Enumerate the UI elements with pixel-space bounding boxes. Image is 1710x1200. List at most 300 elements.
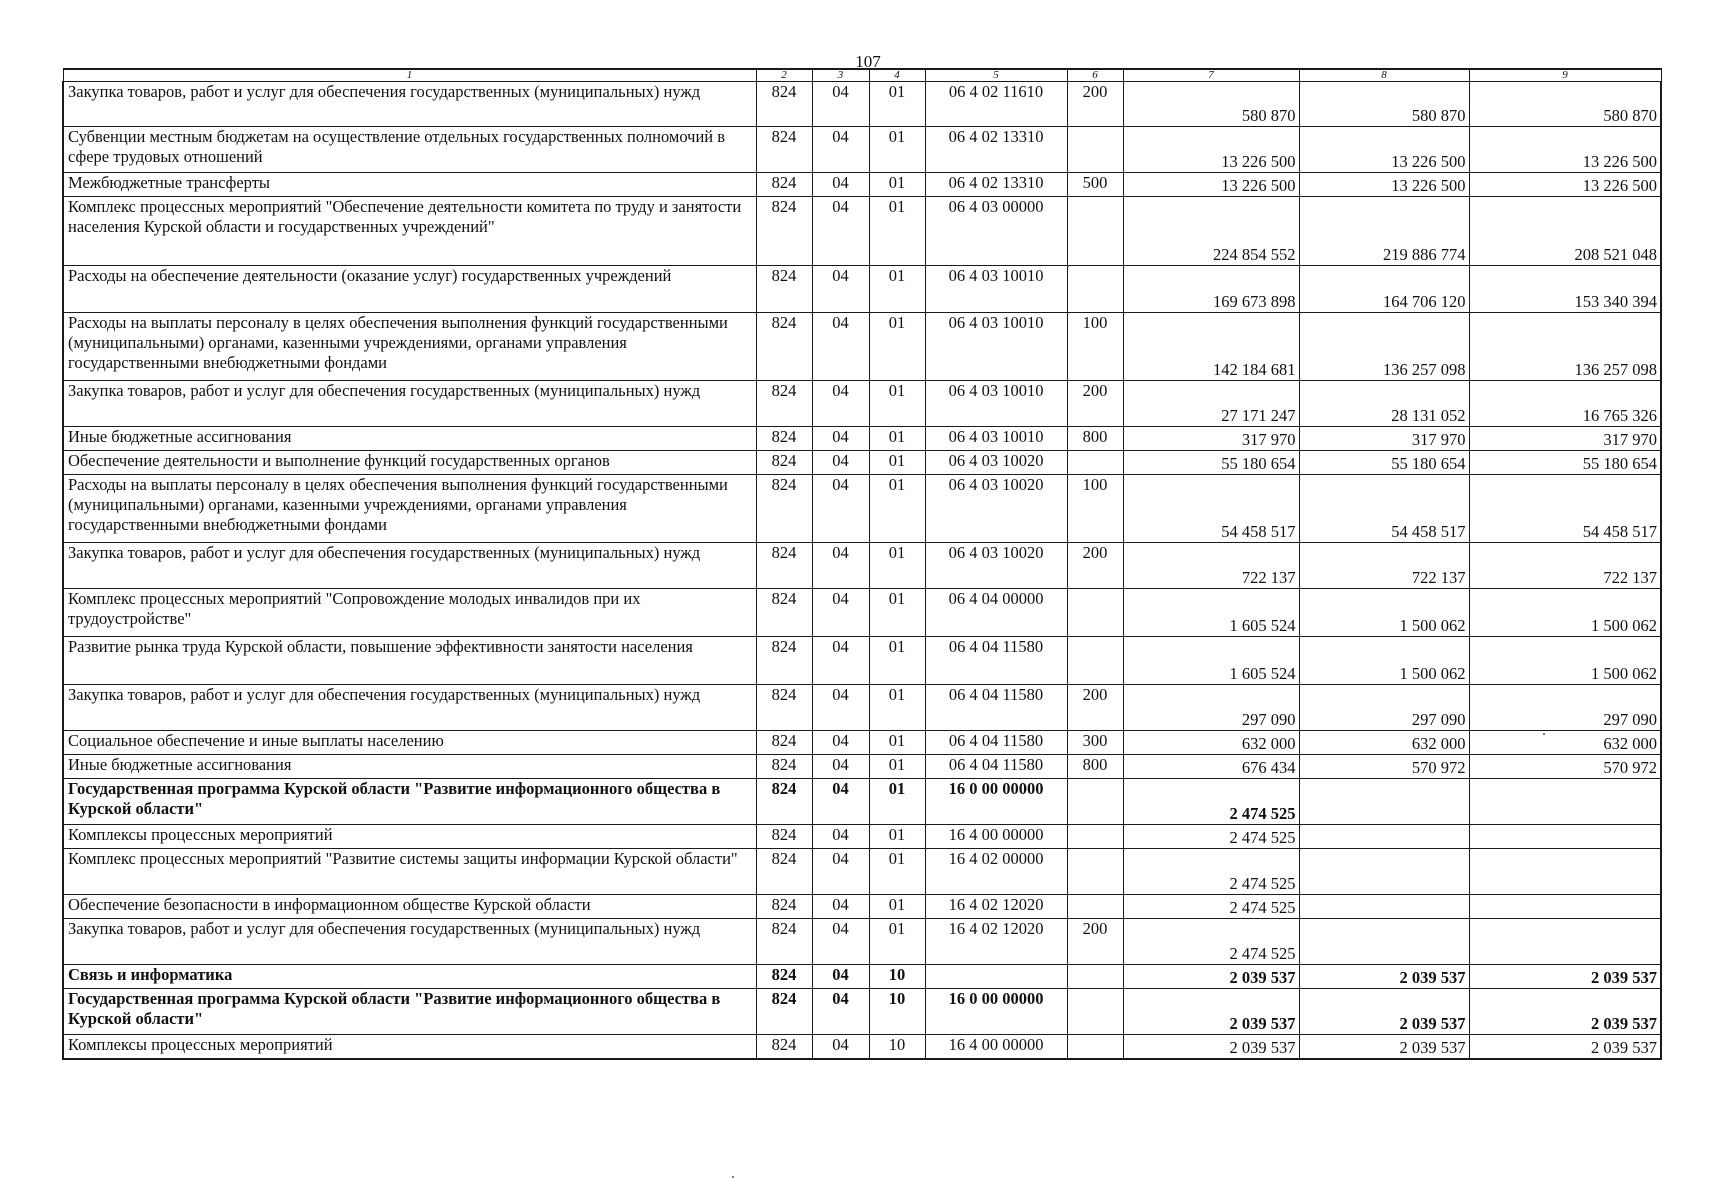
row-amount-col7 [1123, 779, 1299, 825]
row-amount-col7-value: 27 171 247 [1221, 406, 1296, 425]
row-amount-col7 [1123, 381, 1299, 427]
table-row [63, 1035, 1661, 1059]
row-ved-code: 824 [756, 989, 812, 1035]
row-amount-col9 [1469, 779, 1661, 825]
row-expense-type: 500 [1067, 173, 1123, 197]
row-subsection-code: 01 [869, 381, 925, 427]
scan-speck [1543, 733, 1545, 735]
row-subsection-code: 01 [869, 451, 925, 475]
table-row [63, 989, 1661, 1035]
row-section-code: 04 [812, 1035, 869, 1059]
row-ved-code: 824 [756, 919, 812, 965]
row-target-article: 16 4 02 12020 [925, 895, 1067, 919]
row-amount-col7 [1123, 127, 1299, 173]
row-amount-col7 [1123, 895, 1299, 919]
row-amount-col8 [1299, 919, 1469, 965]
row-amount-col8 [1299, 543, 1469, 589]
row-ved-code: 824 [756, 637, 812, 685]
row-section-code: 04 [812, 451, 869, 475]
row-name: Комплекс процессных мероприятий "Развитие системы защиты информации Курской области" [63, 849, 756, 895]
row-section-code: 04 [812, 266, 869, 313]
row-expense-type: 300 [1067, 731, 1123, 755]
row-subsection-code: 01 [869, 543, 925, 589]
row-amount-col9-value: 13 226 500 [1582, 152, 1657, 171]
row-amount-col9 [1469, 849, 1661, 895]
row-amount-col8 [1299, 82, 1469, 127]
row-subsection-code: 01 [869, 637, 925, 685]
row-section-code: 04 [812, 685, 869, 731]
row-amount-col9-value: 2 039 537 [1591, 968, 1657, 987]
row-section-code: 04 [812, 589, 869, 637]
row-expense-type: 200 [1067, 381, 1123, 427]
row-amount-col8-value: 13 226 500 [1391, 152, 1466, 171]
row-expense-type: 800 [1067, 427, 1123, 451]
row-amount-col7-value: 297 090 [1241, 710, 1296, 729]
row-amount-col7 [1123, 965, 1299, 989]
row-amount-col8 [1299, 1035, 1469, 1059]
row-amount-col9-value: 13 226 500 [1582, 176, 1657, 195]
row-expense-type: 800 [1067, 755, 1123, 779]
row-amount-col9-value: 208 521 048 [1574, 245, 1657, 264]
row-amount-col9 [1469, 427, 1661, 451]
row-section-code: 04 [812, 825, 869, 849]
table-row [63, 173, 1661, 197]
table-row [63, 451, 1661, 475]
row-target-article: 06 4 02 11610 [925, 82, 1067, 127]
table-row [63, 755, 1661, 779]
row-amount-col8 [1299, 427, 1469, 451]
row-expense-type: 100 [1067, 475, 1123, 543]
row-amount-col9-value: 136 257 098 [1574, 360, 1657, 379]
row-amount-col7-value: 676 434 [1241, 758, 1296, 777]
row-target-article: 06 4 03 10010 [925, 427, 1067, 451]
row-amount-col8-value: 55 180 654 [1391, 454, 1466, 473]
row-subsection-code: 01 [869, 427, 925, 451]
row-amount-col9 [1469, 475, 1661, 543]
row-amount-col7 [1123, 82, 1299, 127]
table-row [63, 82, 1661, 127]
row-amount-col8 [1299, 895, 1469, 919]
row-name: Обеспечение безопасности в информационном обществе Курской области [63, 895, 756, 919]
row-amount-col8 [1299, 637, 1469, 685]
row-amount-col7 [1123, 173, 1299, 197]
row-amount-col8-value: 297 090 [1411, 710, 1466, 729]
row-ved-code: 824 [756, 451, 812, 475]
column-number: 3 [812, 69, 869, 82]
row-name: Субвенции местным бюджетам на осуществление отдельных государственных полномочий в сфере трудовых отношений [63, 127, 756, 173]
table-row [63, 381, 1661, 427]
row-amount-col7-value: 2 039 537 [1229, 1037, 1296, 1057]
row-subsection-code: 10 [869, 1035, 925, 1059]
row-expense-type [1067, 451, 1123, 475]
row-section-code: 04 [812, 543, 869, 589]
row-subsection-code: 01 [869, 266, 925, 313]
row-target-article: 06 4 03 10020 [925, 451, 1067, 475]
row-name: Межбюджетные трансферты [63, 173, 756, 197]
row-ved-code: 824 [756, 427, 812, 451]
row-target-article: 06 4 02 13310 [925, 127, 1067, 173]
row-section-code: 04 [812, 197, 869, 266]
row-amount-col7-value: 2 474 525 [1229, 944, 1296, 963]
row-amount-col7-value: 2 474 525 [1229, 804, 1296, 823]
row-amount-col8 [1299, 589, 1469, 637]
column-number: 5 [925, 69, 1067, 82]
row-target-article: 06 4 04 11580 [925, 755, 1067, 779]
row-section-code: 04 [812, 779, 869, 825]
row-amount-col7 [1123, 475, 1299, 543]
row-amount-col9 [1469, 965, 1661, 989]
row-amount-col8 [1299, 313, 1469, 381]
row-section-code: 04 [812, 127, 869, 173]
row-amount-col8-value: 2 039 537 [1399, 1014, 1466, 1033]
row-amount-col8 [1299, 475, 1469, 543]
row-amount-col7-value: 142 184 681 [1213, 360, 1296, 379]
row-amount-col9-value: 1 500 062 [1591, 616, 1657, 635]
row-subsection-code: 01 [869, 127, 925, 173]
column-number: 9 [1469, 69, 1661, 82]
row-expense-type [1067, 779, 1123, 825]
row-expense-type [1067, 197, 1123, 266]
row-section-code: 04 [812, 731, 869, 755]
row-expense-type: 200 [1067, 919, 1123, 965]
row-name: Закупка товаров, работ и услуг для обеспечения государственных (муниципальных) нужд [63, 543, 756, 589]
row-subsection-code: 01 [869, 731, 925, 755]
row-amount-col9-value: 632 000 [1603, 734, 1657, 753]
table-row [63, 779, 1661, 825]
row-amount-col8-value: 722 137 [1411, 568, 1466, 587]
row-target-article [925, 965, 1067, 989]
row-target-article: 06 4 03 10010 [925, 313, 1067, 381]
page-number: 107 [855, 52, 881, 71]
column-number: 8 [1299, 69, 1469, 82]
row-section-code: 04 [812, 475, 869, 543]
row-target-article: 06 4 03 00000 [925, 197, 1067, 266]
row-subsection-code: 01 [869, 197, 925, 266]
row-target-article: 16 4 00 00000 [925, 1035, 1067, 1059]
row-amount-col8 [1299, 266, 1469, 313]
row-amount-col7-value: 2 474 525 [1229, 874, 1296, 893]
row-subsection-code: 01 [869, 589, 925, 637]
table-row [63, 849, 1661, 895]
table-row [63, 543, 1661, 589]
row-subsection-code: 10 [869, 989, 925, 1035]
row-amount-col8-value: 164 706 120 [1383, 292, 1466, 311]
row-target-article: 06 4 03 10020 [925, 475, 1067, 543]
row-amount-col9 [1469, 197, 1661, 266]
row-expense-type [1067, 825, 1123, 849]
row-amount-col9 [1469, 637, 1661, 685]
table-row [63, 965, 1661, 989]
row-amount-col8-value: 1 500 062 [1399, 616, 1466, 635]
row-subsection-code: 10 [869, 965, 925, 989]
row-amount-col9-value: 317 970 [1603, 430, 1657, 449]
row-name: Расходы на выплаты персоналу в целях обеспечения выполнения функций государственными (муниципальными) органами, казенными учреждениями, органами управления государственными внебюджетными фондами [63, 475, 756, 543]
row-subsection-code: 01 [869, 755, 925, 779]
table-row [63, 427, 1661, 451]
row-section-code: 04 [812, 313, 869, 381]
row-section-code: 04 [812, 895, 869, 919]
row-amount-col9-value: 16 765 326 [1582, 406, 1657, 425]
row-amount-col8 [1299, 779, 1469, 825]
row-expense-type [1067, 1035, 1123, 1059]
row-target-article: 06 4 03 10020 [925, 543, 1067, 589]
row-ved-code: 824 [756, 381, 812, 427]
budget-table [62, 68, 1662, 1060]
row-name: Закупка товаров, работ и услуг для обеспечения государственных (муниципальных) нужд [63, 381, 756, 427]
row-amount-col8-value: 13 226 500 [1391, 176, 1466, 195]
row-amount-col9 [1469, 755, 1661, 779]
row-name: Расходы на выплаты персоналу в целях обеспечения выполнения функций государственными (муниципальными) органами, казенными учреждениями, органами управления государственными внебюджетными фондами [63, 313, 756, 381]
row-section-code: 04 [812, 965, 869, 989]
table-row [63, 127, 1661, 173]
row-amount-col9-value: 722 137 [1603, 568, 1657, 587]
row-amount-col7-value: 632 000 [1241, 734, 1296, 753]
row-section-code: 04 [812, 989, 869, 1035]
row-amount-col9 [1469, 381, 1661, 427]
row-target-article: 06 4 04 11580 [925, 685, 1067, 731]
row-section-code: 04 [812, 381, 869, 427]
row-amount-col9-value: 580 870 [1603, 106, 1657, 125]
row-amount-col8 [1299, 825, 1469, 849]
row-ved-code: 824 [756, 197, 812, 266]
row-amount-col9 [1469, 919, 1661, 965]
row-amount-col7-value: 13 226 500 [1221, 152, 1296, 171]
row-amount-col9 [1469, 266, 1661, 313]
row-ved-code: 824 [756, 127, 812, 173]
row-ved-code: 824 [756, 475, 812, 543]
row-amount-col7-value: 2 474 525 [1229, 898, 1296, 917]
row-amount-col7 [1123, 989, 1299, 1035]
row-amount-col9 [1469, 313, 1661, 381]
table-row [63, 313, 1661, 381]
row-ved-code: 824 [756, 849, 812, 895]
row-section-code: 04 [812, 82, 869, 127]
row-amount-col9 [1469, 1035, 1661, 1059]
row-amount-col7-value: 580 870 [1241, 106, 1296, 125]
row-amount-col8 [1299, 731, 1469, 755]
row-name: Закупка товаров, работ и услуг для обеспечения государственных (муниципальных) нужд [63, 685, 756, 731]
table-row [63, 919, 1661, 965]
row-amount-col9-value: 2 039 537 [1591, 1014, 1657, 1033]
row-ved-code: 824 [756, 543, 812, 589]
row-amount-col7 [1123, 197, 1299, 266]
table-row [63, 731, 1661, 755]
column-number: 2 [756, 69, 812, 82]
row-expense-type [1067, 637, 1123, 685]
row-target-article: 16 0 00 00000 [925, 779, 1067, 825]
row-target-article: 06 4 02 13310 [925, 173, 1067, 197]
row-ved-code: 824 [756, 82, 812, 127]
row-target-article: 16 4 02 00000 [925, 849, 1067, 895]
table-row [63, 637, 1661, 685]
row-target-article: 16 4 02 12020 [925, 919, 1067, 965]
row-amount-col8-value: 317 970 [1411, 430, 1466, 449]
row-amount-col8-value: 580 870 [1411, 106, 1466, 125]
row-name: Иные бюджетные ассигнования [63, 755, 756, 779]
row-amount-col7 [1123, 755, 1299, 779]
row-name: Развитие рынка труда Курской области, повышение эффективности занятости населения [63, 637, 756, 685]
row-subsection-code: 01 [869, 475, 925, 543]
row-name: Обеспечение деятельности и выполнение функций государственных органов [63, 451, 756, 475]
row-ved-code: 824 [756, 589, 812, 637]
table-row [63, 266, 1661, 313]
budget-table-body [63, 69, 1661, 1059]
row-amount-col7-value: 55 180 654 [1221, 454, 1296, 473]
row-expense-type: 200 [1067, 543, 1123, 589]
row-section-code: 04 [812, 427, 869, 451]
row-name: Комплекс процессных мероприятий "Сопровождение молодых инвалидов при их трудоустройстве" [63, 589, 756, 637]
row-section-code: 04 [812, 919, 869, 965]
row-ved-code: 824 [756, 825, 812, 849]
row-amount-col8 [1299, 755, 1469, 779]
table-row [63, 825, 1661, 849]
row-amount-col9 [1469, 825, 1661, 849]
row-ved-code: 824 [756, 685, 812, 731]
column-number: 7 [1123, 69, 1299, 82]
row-amount-col7 [1123, 685, 1299, 731]
row-ved-code: 824 [756, 895, 812, 919]
scan-speck [1067, 265, 1069, 267]
scan-speck [732, 1176, 734, 1178]
row-name: Расходы на обеспечение деятельности (оказание услуг) государственных учреждений [63, 266, 756, 313]
row-section-code: 04 [812, 849, 869, 895]
row-amount-col7-value: 2 039 537 [1229, 968, 1296, 987]
row-amount-col7 [1123, 451, 1299, 475]
row-amount-col9-value: 55 180 654 [1582, 454, 1657, 473]
row-amount-col7 [1123, 1035, 1299, 1059]
row-amount-col7-value: 1 605 524 [1229, 664, 1296, 683]
row-expense-type [1067, 989, 1123, 1035]
row-amount-col9 [1469, 451, 1661, 475]
row-subsection-code: 01 [869, 685, 925, 731]
row-amount-col7-value: 54 458 517 [1221, 522, 1296, 541]
row-amount-col8-value: 28 131 052 [1391, 406, 1466, 425]
row-amount-col8 [1299, 685, 1469, 731]
row-target-article: 06 4 04 00000 [925, 589, 1067, 637]
row-amount-col9 [1469, 589, 1661, 637]
row-subsection-code: 01 [869, 825, 925, 849]
row-ved-code: 824 [756, 266, 812, 313]
row-target-article: 06 4 04 11580 [925, 637, 1067, 685]
row-amount-col9-value: 54 458 517 [1582, 522, 1657, 541]
row-amount-col9-value: 153 340 394 [1574, 292, 1657, 311]
row-expense-type: 200 [1067, 82, 1123, 127]
table-row [63, 475, 1661, 543]
row-amount-col9 [1469, 895, 1661, 919]
row-amount-col8-value: 632 000 [1411, 734, 1466, 753]
row-amount-col7 [1123, 313, 1299, 381]
row-amount-col7-value: 2 039 537 [1229, 1014, 1296, 1033]
row-amount-col9 [1469, 685, 1661, 731]
row-name: Государственная программа Курской области "Развитие информационного общества в Курской области" [63, 779, 756, 825]
row-name: Комплекс процессных мероприятий "Обеспечение деятельности комитета по труду и занятости населения Курской области и государственных учреждений" [63, 197, 756, 266]
table-row [63, 685, 1661, 731]
row-subsection-code: 01 [869, 849, 925, 895]
row-amount-col8-value: 54 458 517 [1391, 522, 1466, 541]
row-amount-col8-value: 2 039 537 [1399, 968, 1466, 987]
row-target-article: 06 4 03 10010 [925, 266, 1067, 313]
table-row [63, 589, 1661, 637]
row-expense-type: 200 [1067, 685, 1123, 731]
row-subsection-code: 01 [869, 779, 925, 825]
row-name: Связь и информатика [63, 965, 756, 989]
row-subsection-code: 01 [869, 895, 925, 919]
row-name: Закупка товаров, работ и услуг для обеспечения государственных (муниципальных) нужд [63, 82, 756, 127]
row-amount-col9-value: 2 039 537 [1591, 1037, 1657, 1057]
row-amount-col7-value: 2 474 525 [1229, 828, 1296, 847]
row-name: Комплексы процессных мероприятий [63, 825, 756, 849]
row-amount-col8 [1299, 989, 1469, 1035]
row-amount-col8 [1299, 381, 1469, 427]
row-section-code: 04 [812, 173, 869, 197]
row-amount-col8 [1299, 197, 1469, 266]
row-amount-col7 [1123, 427, 1299, 451]
row-amount-col8 [1299, 965, 1469, 989]
row-ved-code: 824 [756, 779, 812, 825]
row-target-article: 16 0 00 00000 [925, 989, 1067, 1035]
row-amount-col8 [1299, 173, 1469, 197]
row-expense-type: 100 [1067, 313, 1123, 381]
row-amount-col7-value: 1 605 524 [1229, 616, 1296, 635]
row-ved-code: 824 [756, 731, 812, 755]
row-amount-col8-value: 1 500 062 [1399, 664, 1466, 683]
row-expense-type [1067, 895, 1123, 919]
row-amount-col8-value: 136 257 098 [1383, 360, 1466, 379]
row-target-article: 06 4 04 11580 [925, 731, 1067, 755]
row-amount-col7 [1123, 825, 1299, 849]
row-section-code: 04 [812, 755, 869, 779]
row-ved-code: 824 [756, 965, 812, 989]
row-subsection-code: 01 [869, 919, 925, 965]
row-amount-col7-value: 722 137 [1241, 568, 1296, 587]
row-section-code: 04 [812, 637, 869, 685]
column-number: 1 [63, 69, 756, 82]
row-ved-code: 824 [756, 173, 812, 197]
row-expense-type [1067, 127, 1123, 173]
row-name: Закупка товаров, работ и услуг для обеспечения государственных (муниципальных) нужд [63, 919, 756, 965]
row-amount-col9 [1469, 127, 1661, 173]
row-amount-col9-value: 297 090 [1603, 710, 1657, 729]
row-amount-col7 [1123, 731, 1299, 755]
row-ved-code: 824 [756, 755, 812, 779]
row-amount-col8 [1299, 451, 1469, 475]
row-expense-type [1067, 849, 1123, 895]
column-number: 4 [869, 69, 925, 82]
row-target-article: 16 4 00 00000 [925, 825, 1067, 849]
row-name: Иные бюджетные ассигнования [63, 427, 756, 451]
row-amount-col8 [1299, 127, 1469, 173]
row-amount-col9 [1469, 731, 1661, 755]
row-expense-type [1067, 266, 1123, 313]
row-amount-col7 [1123, 637, 1299, 685]
row-amount-col7-value: 169 673 898 [1213, 292, 1296, 311]
row-amount-col8-value: 2 039 537 [1399, 1037, 1466, 1057]
row-amount-col9 [1469, 543, 1661, 589]
row-name: Государственная программа Курской области "Развитие информационного общества в Курской области" [63, 989, 756, 1035]
column-number-row [63, 69, 1661, 82]
row-amount-col7 [1123, 589, 1299, 637]
row-name: Социальное обеспечение и иные выплаты населению [63, 731, 756, 755]
table-row [63, 895, 1661, 919]
row-amount-col8-value: 570 972 [1411, 758, 1466, 777]
row-amount-col8-value: 219 886 774 [1383, 245, 1466, 264]
row-expense-type [1067, 589, 1123, 637]
row-amount-col9 [1469, 82, 1661, 127]
row-amount-col9-value: 1 500 062 [1591, 664, 1657, 683]
row-amount-col9 [1469, 989, 1661, 1035]
row-amount-col7 [1123, 266, 1299, 313]
row-subsection-code: 01 [869, 173, 925, 197]
